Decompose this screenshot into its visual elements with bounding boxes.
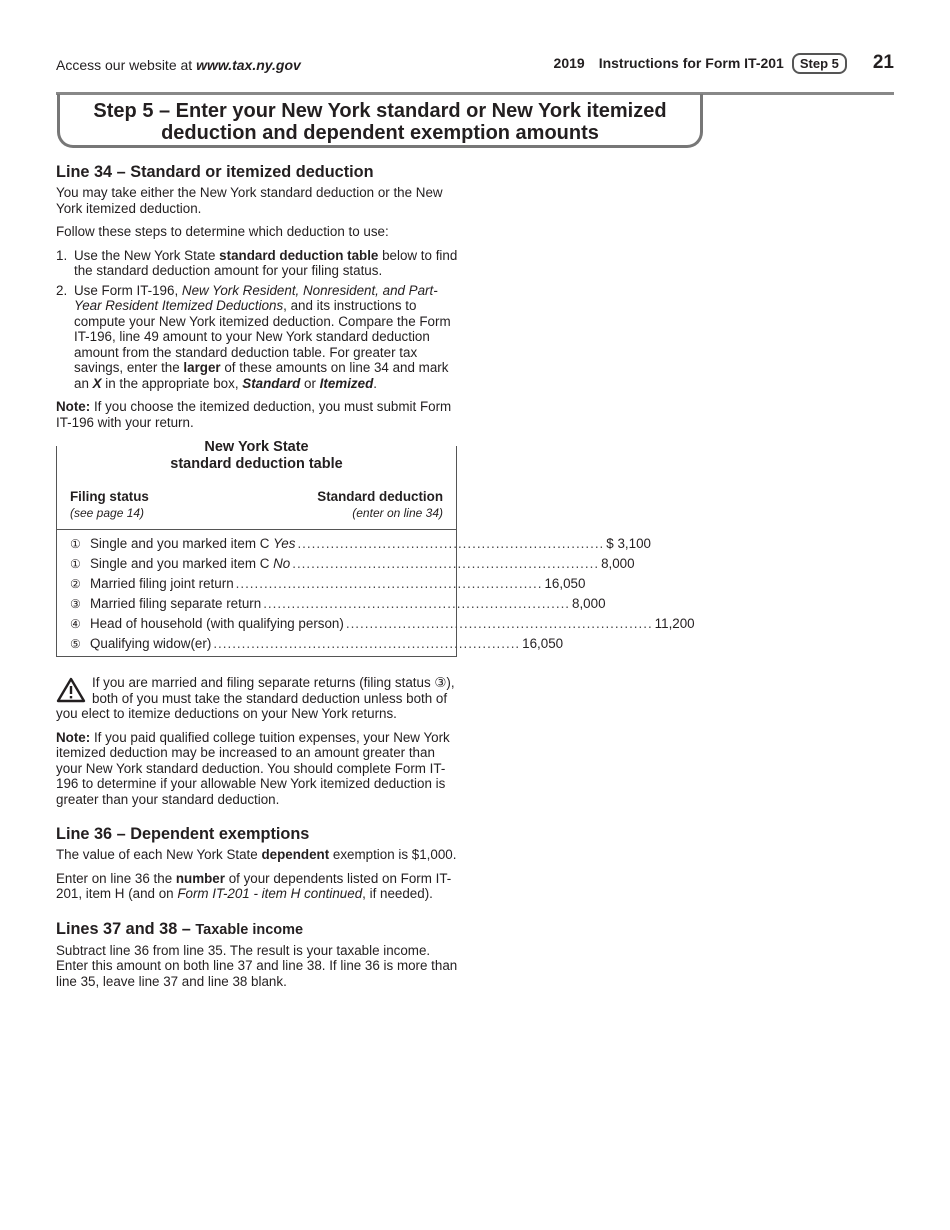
row-amount: 16,050: [544, 576, 586, 591]
main-column: [56, 163, 695, 997]
row-label-italic: Yes: [273, 536, 296, 551]
standard-deduction-header: [317, 489, 443, 521]
line36-p1: [56, 847, 460, 863]
row-amount: 8,000: [601, 556, 635, 571]
table-row: [70, 576, 586, 596]
row-label-text: Qualifying widow(er): [90, 636, 212, 651]
line34-note: [56, 399, 460, 430]
warning-icon: [56, 677, 86, 703]
line36-p2-d: Form IT-201 - item H continued: [177, 886, 363, 901]
table-row: [70, 596, 606, 616]
row-label: [90, 596, 261, 612]
steps-list: [56, 248, 460, 392]
step-title-line1: Step 5 – Enter your New York standard or New York itemized: [93, 100, 667, 122]
step2-text-k: .: [373, 375, 377, 391]
row-label: [90, 616, 344, 632]
leader-dots: .................................................................: [235, 576, 543, 591]
note-text: If you choose the itemized deduction, you must submit Form IT-196 with your return.: [56, 399, 452, 430]
step2-text-f: X: [92, 375, 102, 391]
table-row: [70, 616, 695, 636]
step2-number: 2.: [56, 282, 68, 298]
header-website: [56, 57, 301, 73]
row-label: [90, 636, 211, 652]
table-title: [57, 439, 456, 473]
filing-status-number: ③: [70, 597, 81, 611]
line34-intro: You may take either the New York standard deduction or the New York itemized deduction.: [56, 185, 443, 216]
step2-text: [74, 283, 460, 392]
website-link[interactable]: www.tax.ny.gov: [196, 57, 301, 73]
step-badge: Step 5: [792, 53, 847, 74]
line37-text: Subtract line 36 from line 35. The result is your taxable income. Enter this amount on both line 37 and line 38. If line 36 is more than line 35, leave line 37 and line 38 blank.: [56, 942, 458, 989]
line34-heading: Line 34 – Standard or itemized deduction: [56, 163, 374, 181]
row-label: [90, 536, 295, 552]
leader-dots: .................................................................: [292, 556, 600, 571]
step1-text: [74, 248, 460, 279]
col1-head: Filing status: [70, 489, 149, 504]
table-row: [70, 636, 564, 656]
row-label-text: Single and you marked item C: [90, 536, 274, 551]
row-amount: $ 3,100: [606, 536, 651, 551]
filing-status-header: [70, 489, 149, 521]
col1-sub: (see page 14): [70, 505, 145, 520]
leader-dots: .................................................................: [263, 596, 571, 611]
warning-text: If you are married and filing separate returns (filing status ③), both of you must take the standard deduction unless both of you elect to itemize deductions on your New York returns.: [56, 675, 455, 721]
header-right: [554, 52, 894, 74]
filing-status-number: ①: [70, 557, 81, 571]
row-label-text: Head of household (with qualifying person): [90, 616, 344, 631]
form-year: 2019: [553, 55, 585, 71]
list-item: [56, 283, 460, 392]
step2-text-g: in the appropriate box,: [101, 375, 243, 391]
website-prefix: Access our website at: [56, 57, 197, 73]
line36-p2-a: Enter on line 36 the: [56, 870, 176, 886]
line36-p1-c: exemption is $1,000.: [329, 847, 457, 862]
line37-heading: [56, 920, 460, 940]
note-label: Note:: [56, 399, 91, 414]
step1-number: 1.: [56, 247, 68, 263]
line36-heading: Line 36 – Dependent exemptions: [56, 825, 310, 843]
row-amount: 8,000: [572, 596, 606, 611]
page-number: 21: [872, 52, 894, 73]
warning-paragraph: [56, 675, 460, 722]
note2-text: If you paid qualified college tuition expenses, your New York itemized deduction may be increased to an amount greater than your New York standard deduction. You should complete Form IT-196 to determine if your allowable New York itemized deduction is greater than your standard deduction.: [56, 729, 450, 807]
row-label-italic: No: [273, 556, 291, 571]
row-label-text: Married filing joint return: [90, 576, 234, 591]
step2-text-a: Use Form IT-196,: [74, 282, 182, 298]
tuition-note: [56, 730, 460, 808]
step1-text-c: below to find the standard deduction amount for your filing status.: [74, 247, 458, 278]
step-title-box: [57, 94, 703, 148]
list-item: [56, 248, 460, 279]
line36-p1-a: The value of each New York State: [56, 847, 262, 862]
step2-text-b: New York Resident, Nonresident, and Part-Year Resident Itemized Deductions: [74, 282, 438, 313]
step-title-line2: deduction and dependent exemption amounts: [161, 122, 599, 144]
step2-text-e: of these amounts on line 34 and mark an: [74, 360, 449, 391]
standard-deduction-table: [56, 439, 695, 657]
row-amount: 11,200: [654, 616, 695, 631]
table-row: [70, 536, 651, 556]
line37-heading-b: Taxable income: [195, 921, 304, 938]
line34-follow: Follow these steps to determine which deduction to use:: [56, 224, 389, 239]
table-header: [57, 479, 456, 530]
filing-status-number: ②: [70, 577, 81, 591]
row-amount: 16,050: [522, 636, 564, 651]
form-title: Instructions for Form IT-201: [598, 55, 784, 71]
line36-p1-b: dependent: [261, 847, 330, 862]
step2-text-j: Itemized: [319, 375, 374, 391]
step2-text-d: larger: [183, 360, 221, 375]
leader-dots: .................................................................: [213, 636, 521, 651]
step2-text-i: or: [300, 375, 320, 391]
filing-status-number: ①: [70, 537, 81, 551]
step2-text-h: Standard: [242, 375, 301, 391]
step1-text-b: standard deduction table: [219, 247, 379, 263]
row-label: [90, 576, 234, 592]
table-title-line2: standard deduction table: [170, 456, 343, 472]
filing-status-number: ⑤: [70, 637, 81, 651]
row-label: [90, 556, 290, 572]
line36-p2-c: of your dependents listed on Form IT-201, item H (and on: [56, 870, 452, 901]
step1-text-a: Use the New York State: [74, 247, 220, 263]
row-label-text: Married filing separate return: [90, 596, 262, 611]
note2-label: Note:: [56, 729, 91, 745]
leader-dots: .................................................................: [297, 536, 605, 551]
col2-sub: (enter on line 34): [352, 505, 443, 520]
step2-text-c: , and its instructions to compute your New York itemized deduction. Compare the Form IT-196, line 49 amount to your New York standard deduction amount from the standard deduction table. For greater tax savings, enter the: [74, 298, 451, 375]
table-title-line1: New York State: [194, 439, 318, 456]
filing-status-number: ④: [70, 617, 81, 631]
line36-p2: [56, 871, 460, 902]
line36-p2-e: , if needed).: [362, 886, 433, 901]
line37-heading-a: Lines 37 and 38 –: [56, 919, 196, 938]
table-row: [70, 556, 635, 576]
table-rows: [57, 530, 695, 656]
row-label-text: Single and you marked item C: [90, 556, 274, 571]
leader-dots: .................................................................: [345, 616, 653, 631]
line36-p2-b: number: [175, 870, 225, 886]
col2-head: Standard deduction: [317, 489, 443, 504]
